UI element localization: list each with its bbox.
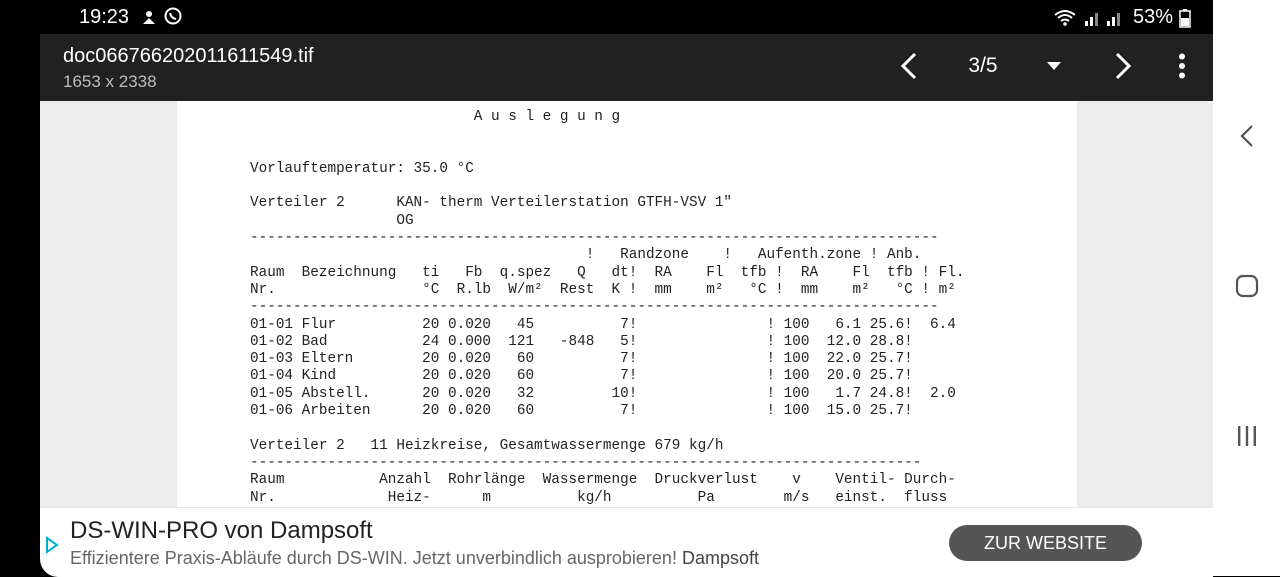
document-line: Nr. °C R.lb W/m² Rest K ! mm m² °C ! mm m² °C ! m² [250,281,956,298]
document-line: Nr. Heiz- m kg/h Pa m/s einst. fluss [250,489,948,506]
chevron-right-icon [1113,51,1133,81]
visit-website-button[interactable]: ZUR WEBSITE [949,525,1142,561]
document-line: Verteiler 2 KAN- therm Verteilerstation GTFH-VSV 1" [250,195,733,212]
status-time: 19:23 [79,6,130,28]
page-indicator: 3/5 [968,54,998,77]
system-navigation-bar [1213,0,1280,576]
document-line: OG [396,212,414,229]
status-bar [40,0,1213,34]
previous-page-button[interactable] [887,44,931,88]
notification-icons [140,6,183,31]
ad-title[interactable]: DS-WIN-PRO von Dampsoft [70,517,373,544]
document-line: A u s l e g u n g [473,109,621,125]
document-line: 01-05 Abstell. 20 0.020 32 10! ! 100 1.7 24.8! 2.0 [250,385,956,402]
document-line: 01-01 Flur 20 0.020 45 7! ! 100 6.1 25.6! 6.4 [250,316,956,333]
document-line: 01-03 Eltern 20 0.020 60 7! ! 100 22.0 25.7! [250,351,913,368]
adchoices-icon[interactable] [44,536,60,554]
nav-recents-button[interactable] [1233,422,1261,450]
next-page-button[interactable] [1101,44,1145,88]
battery-percent: 53% [1132,6,1173,28]
page-dropdown-button[interactable] [1032,44,1076,88]
nav-home-button[interactable] [1233,272,1261,300]
document-line: 01-04 Kind 20 0.020 60 7! ! 100 20.0 25.7! [250,368,913,385]
whatsapp-icon [163,6,183,26]
document-viewer[interactable] [40,101,1213,507]
document-line: ! Randzone ! Aufenth.zone ! Anb. [585,247,922,264]
ad-description [70,548,759,569]
document-line: ------------------------------------------------------------------------------ [250,454,922,471]
document-line: 01-06 Arbeiten 20 0.020 60 7! ! 100 15.0 25.7! [250,403,913,420]
more-vert-icon [1178,53,1186,79]
ad-description-text: Effizientere Praxis-Abläufe durch DS-WIN. Jetzt unverbindlich ausprobieren! [70,548,677,568]
ad-advertiser: Dampsoft [681,548,759,568]
document-line: -------------------------------------------------------------------------------- [250,230,939,247]
viewer-header [40,34,1213,101]
back-icon [1240,124,1254,148]
sync-icon [140,8,158,26]
document-line: 01-02 Bad 24 0.000 121 -848 5! ! 100 12.0 28.8! [250,333,913,350]
document-text [250,109,964,507]
image-dimensions: 1653 x 2338 [63,72,157,91]
status-right [1053,6,1191,29]
dropdown-arrow-icon [1046,61,1062,71]
document-line: Verteiler 2 11 Heizkreise, Gesamtwassermenge 679 kg/h [250,437,724,454]
document-line: Raum Bezeichnung ti Fb q.spez Q dt! RA Fl tfb ! RA Fl tfb ! Fl. [250,264,965,281]
battery-icon [1179,8,1191,28]
document-line: -------------------------------------------------------------------------------- [250,299,939,316]
document-line: Vorlauftemperatur: 35.0 °C [250,160,474,177]
document-line: Raum Anzahl Rohrlänge Wassermenge Druckverlust v Ventil- Durch- [250,472,956,489]
wifi-icon [1053,9,1077,27]
signal-icon [1083,9,1127,27]
ad-banner[interactable] [40,507,1213,577]
chevron-left-icon [899,51,919,81]
document-page [177,101,1077,507]
file-name: doc066766202011611549.tif [63,45,314,67]
recents-icon [1236,424,1258,448]
nav-back-button[interactable] [1233,122,1261,150]
home-icon [1235,274,1259,298]
more-options-button[interactable] [1160,44,1204,88]
